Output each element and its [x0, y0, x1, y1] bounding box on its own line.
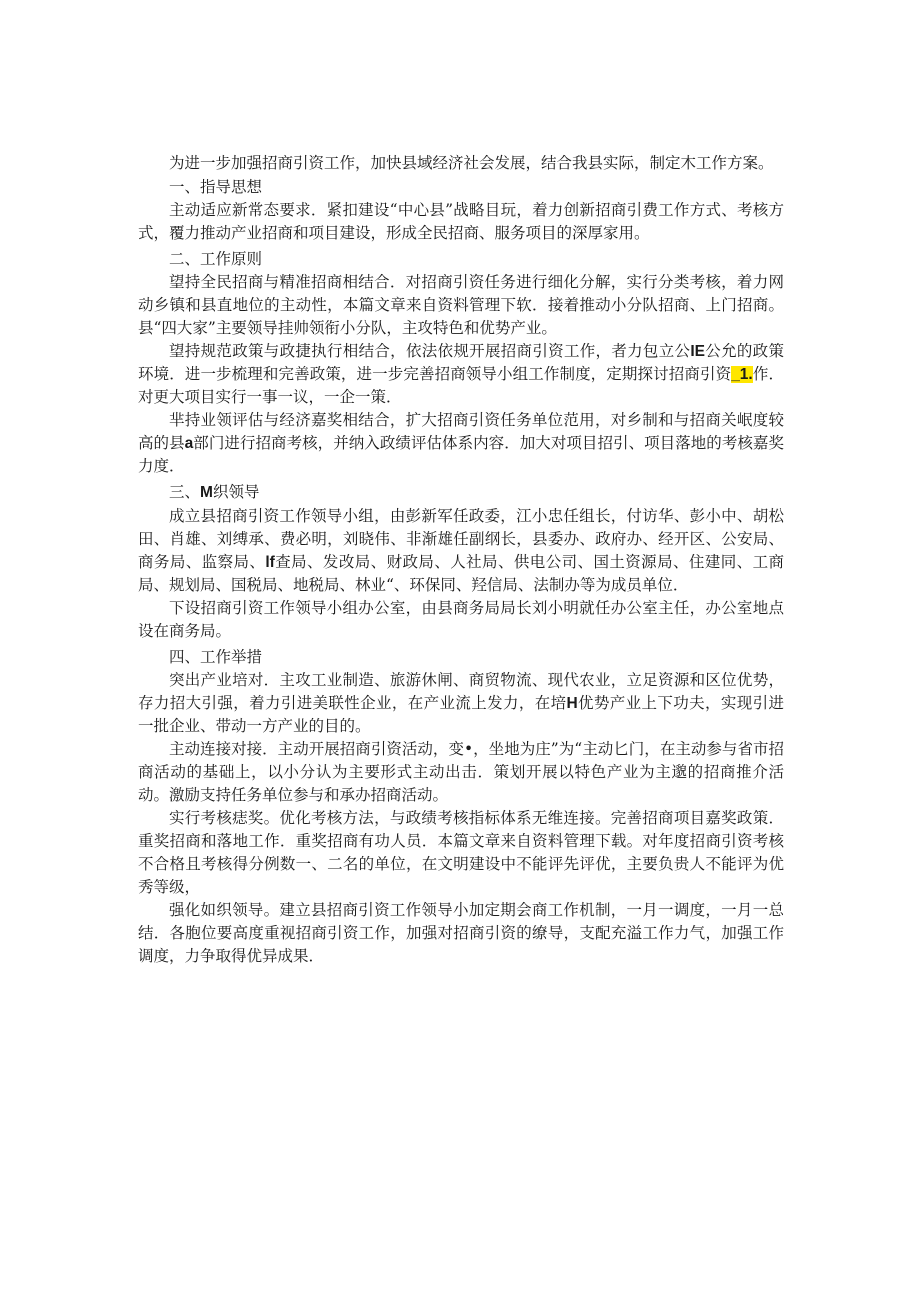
section-2-paragraph-3-part-1: 芈持业领评估与经济嘉奖相结合，扩大招商引资任务单位范用，对乡制和与招商关岷度较高的县 [138, 411, 784, 452]
section-3-paragraph-2: 下设招商引资工作领导小组办公室，由县商务局局长刘小明就任办公室主任，办公室地点设在商务局。 [138, 599, 784, 640]
section-3-inline-lf: lf [265, 554, 275, 571]
section-2-paragraph-2-part-2: 公允的政策 [704, 342, 784, 360]
section-1-paragraph-1: 主动适应新常态要求．紧扣建设“中心县”战略目玩，着力创新招商引费工作方式、考核方式，覆力推动产业招商和项目建设，形成全民招商、服务项目的深厚家用。 [138, 201, 784, 242]
section-2-paragraph-2-part-1: 望持规范政策与政捷执行相结合，依法依规开展招商引资工作，者力包立公 [169, 342, 691, 360]
section-4-paragraph-3: 实行考核痣奖。优化考核方法，与政绩考核指标体系无维连接。完善招商项目嘉奖政策．重奖招商和落地工作．重奖招商有功人员．本篇文章来自资料管理下载。对年度招商引资考核不合格且考核得分例数一、二名的单位，在文明建设中不能评先评优，主要负贵人不能评为优秀等级， [138, 809, 784, 896]
section-heading-1: 一、指导思想 [169, 178, 263, 196]
section-2-paragraph-2-part-3: 环境．进一步梳理和完善政策，进一步完善招商领导小组工作制度，定期探讨招商引资 [138, 365, 732, 383]
intro-paragraph: 为进一步加强招商引资工作，加快县域经济社会发展，结合我县实际，制定木工作方案。 [169, 154, 774, 172]
section-heading-2: 二、工作原则 [169, 250, 263, 268]
section-3-paragraph-1 [138, 505, 784, 597]
document-body [138, 152, 784, 968]
highlighted-text: _1. [731, 366, 753, 383]
section-3-heading-latin: M [200, 484, 213, 501]
section-2-paragraph-2-part-4: 作 [752, 365, 769, 383]
section-2-inline-le: IE [690, 343, 705, 360]
section-3-paragraph-1-part-1: 成立县招商引资工作领导小组，由彭新军任政委，江小忠任组长，付访华、彭小中、胡松田、肖雄、刘缚承、费必明，刘晓伟、非渐雄任副纲长，县委办、政府办、经开区、公安局、商务局、监察局、 [138, 507, 784, 571]
section-2-paragraph-2 [138, 340, 784, 409]
section-2-paragraph-1: 望持全民招商与精准招商相结合．对招商引资任务进行细化分解，实行分类考核，着力网动乡镇和县直地位的主动性，本篇文章来自资料管理下软．接着推动小分队招商、上门招商。县“四大家”主要领导挂帅领衔小分队，主攻特色和优势产业。 [138, 273, 784, 337]
section-3-heading-suffix: 织领导 [212, 483, 260, 501]
section-3-paragraph-1-part-2: 查局、发改局、财政局、人社局、供电公司、国土资源局、住建同、工商局、规划局、国税局、地税局、林业“、环保同、羟信局、法制办等为成员单位． [138, 553, 784, 594]
section-4-paragraph-1 [138, 669, 784, 738]
section-4-paragraph-2: 主动连接对接．主动开展招商引资活动，变•，坐地为庄”为“主动匕门，在主动参与省市招商活动的基础上，以小分认为主要形式主动出击．策划开展以特色产业为主邈的招商推介活动。激励支持任务单位参与和承办招商活动。 [138, 740, 784, 804]
section-4-paragraph-4: 强化如织领导。建立县招商引资工作领导小加定期会商工作机制，一月一调度，一月一总结．各胞位要高度重视招商引资工作，加强对招商引资的缭导，支配充溢工作力气，加强工作调度，力争取得优异成果． [138, 901, 784, 965]
section-4-inline-h: H [566, 695, 578, 712]
section-3-heading-prefix: 三、 [169, 483, 201, 501]
section-4-paragraph-1-part-2: 优势产业上下功夫，实现引进一批企业、带动一方产业的目的。 [138, 694, 784, 735]
section-2-inline-a: a [184, 435, 194, 452]
section-2-paragraph-3-part-2: 部门进行招商考核，并纳入政绩评估体系内容．加大对项目招引、项目落地的考核嘉奖力度． [138, 434, 784, 475]
section-2-paragraph-3 [138, 409, 784, 478]
section-4-paragraph-1-part-1: 突出产业培对．主攻工业制造、旅游休闸、商贸物流、现代农业，立足资源和区位优势，存力招大引强，着力引进美联性企业，在产业流上发力，在培 [138, 671, 784, 712]
section-2-paragraph-2-part-5: ．对更大项目实行一事一议，一企一策． [138, 365, 784, 406]
section-heading-4: 四、工作举措 [169, 648, 263, 666]
section-heading-3 [138, 480, 784, 505]
